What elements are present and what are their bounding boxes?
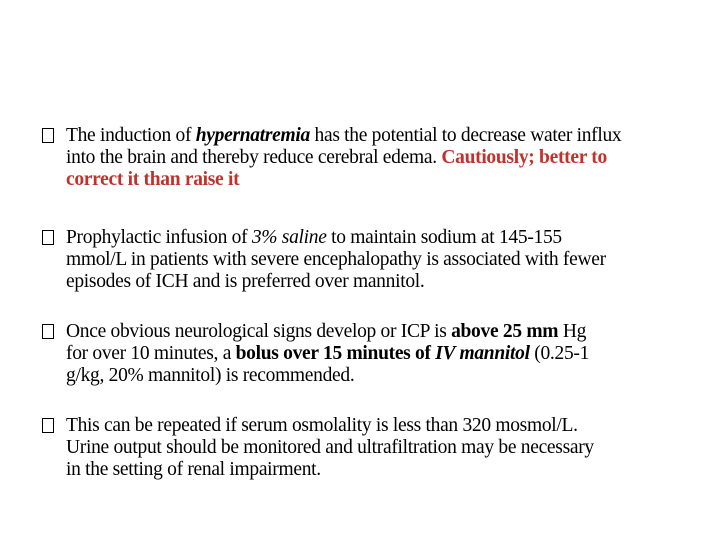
text-run: (0.25-1 [529, 343, 590, 364]
bullet-line [42, 437, 682, 459]
bullet-line [42, 459, 682, 481]
bullet-osmolality [42, 415, 682, 481]
bullet-line [42, 227, 682, 249]
bullet-line [42, 365, 682, 387]
text-run: This can be repeated if serum osmolality is less than 320 mosmol/L. [66, 415, 578, 436]
text-run: Urine output should be monitored and ultrafiltration may be necessary [66, 437, 594, 458]
emphasis-hypernatremia: hypernatremia [195, 125, 310, 146]
text-run: for over 10 minutes, a [66, 343, 236, 364]
text-run: to maintain sodium at 145-155 [326, 227, 562, 248]
emphasis-iv-mannitol: IV mannitol [435, 343, 530, 364]
emphasis-bolus: bolus over 15 minutes of [235, 343, 436, 364]
bullet-line [42, 147, 682, 169]
text-run: has the potential to decrease water influx [309, 125, 622, 146]
text-run: mmol/L in patients with severe encephalopathy is associated with fewer [66, 249, 606, 270]
text-run: into the brain and thereby reduce cerebral edema. [66, 147, 442, 168]
bullet-line [42, 415, 682, 437]
text-run: Prophylactic infusion of [66, 227, 252, 248]
bullet-line [42, 249, 682, 271]
square-box-icon [42, 230, 54, 245]
square-box-icon [42, 324, 54, 339]
emphasis-saline: 3% saline [251, 227, 327, 248]
text-run: episodes of ICH and is preferred over mannitol. [66, 271, 425, 292]
emphasis-above-25: above 25 mm [451, 321, 559, 342]
bullet-saline [42, 227, 682, 293]
bullet-mannitol [42, 321, 682, 387]
text-run: The induction of [66, 125, 196, 146]
text-run: Hg [558, 321, 587, 342]
text-run: g/kg, 20% mannitol) is recommended. [66, 365, 355, 386]
text-run: in the setting of renal impairment. [66, 459, 321, 480]
bullet-line [42, 271, 682, 293]
emphasis-cautiously: Cautiously; better to [441, 147, 607, 168]
text-run: Once obvious neurological signs develop or ICP is [66, 321, 452, 342]
bullet-line [42, 321, 682, 343]
emphasis-correct: correct it than raise it [66, 169, 240, 190]
bullet-line [42, 125, 682, 147]
bullet-hypernatremia [42, 125, 682, 191]
bullet-line [42, 169, 682, 191]
bullet-line [42, 343, 682, 365]
square-box-icon [42, 128, 54, 143]
square-box-icon [42, 418, 54, 433]
